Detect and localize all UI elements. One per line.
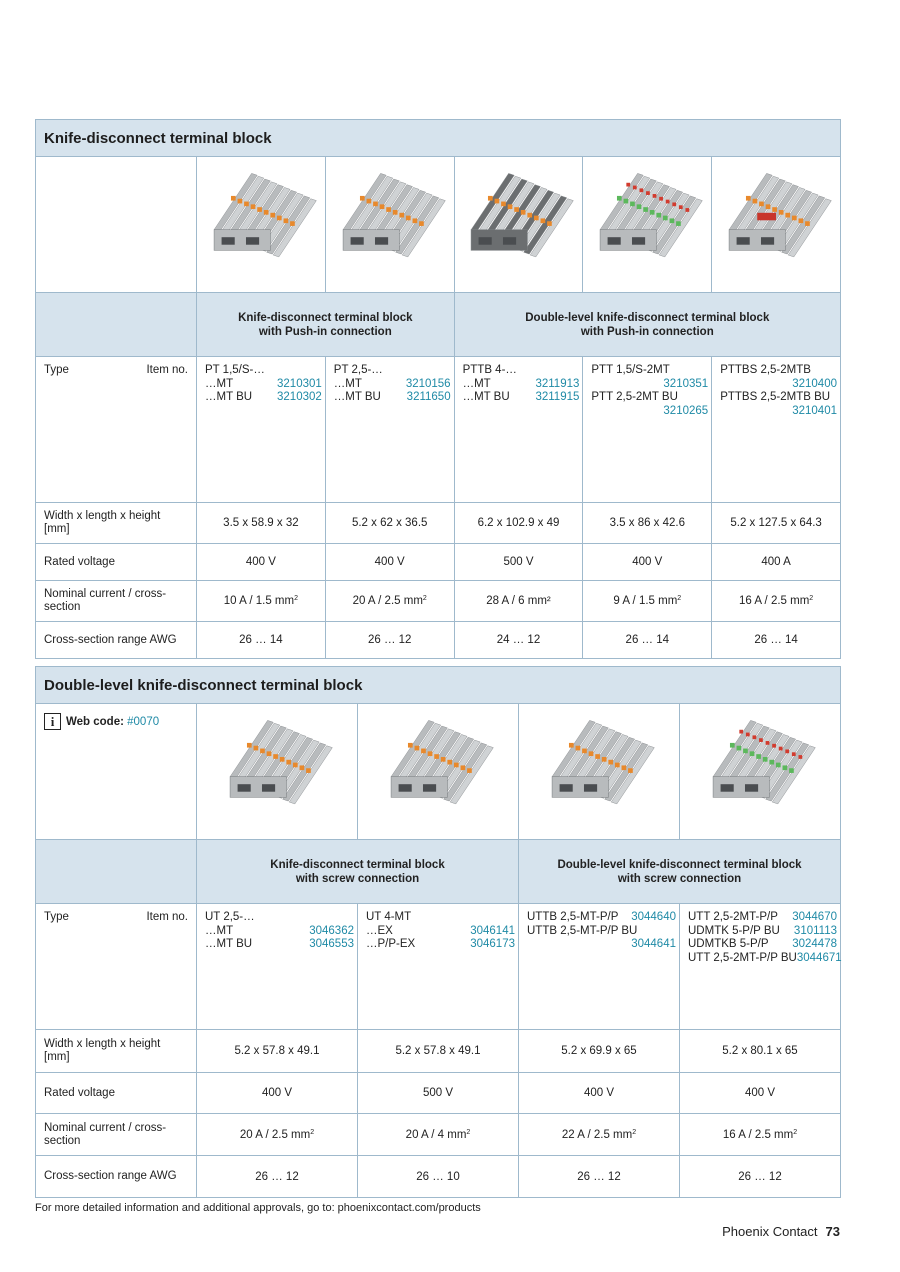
type-designation: …P/P-EX <box>366 938 416 950</box>
spec-value: 400 V <box>680 1073 841 1114</box>
spec-value: 26 … 14 <box>712 622 841 659</box>
spec-value: 5.2 x 69.9 x 65 <box>519 1030 680 1073</box>
type-line <box>688 911 837 925</box>
family-heading: Knife-disconnect terminal block with Push-in connection <box>197 293 455 357</box>
type-line <box>366 925 515 939</box>
spec-row-awg <box>36 1156 841 1198</box>
type-designation: UTTB 2,5-MT-P/P <box>527 911 619 923</box>
spec-row-nominal-current <box>36 581 841 622</box>
section-double-level <box>35 666 841 1198</box>
section-title: Knife-disconnect terminal block <box>36 120 841 157</box>
product-type-cell <box>680 904 841 1030</box>
spec-row-awg <box>36 622 841 659</box>
spec-label: Width x length x height [mm] <box>36 503 197 544</box>
type-designation: PTTBS 2,5-2MTB <box>720 364 811 376</box>
type-line <box>688 938 837 952</box>
type-designation: PT 2,5-… <box>333 364 383 376</box>
type-designation: UDMTKB 5-P/P <box>688 938 769 950</box>
spec-value: 5.2 x 62 x 36.5 <box>325 503 454 544</box>
type-line <box>720 405 837 419</box>
spec-value: 26 … 12 <box>325 622 454 659</box>
spec-row-rated-voltage <box>36 1073 841 1114</box>
item-number-link[interactable]: 3211913 <box>535 377 580 390</box>
type-designation: …MT <box>462 377 491 390</box>
product-type-cell <box>197 357 326 503</box>
type-line <box>688 951 842 966</box>
spec-value: 26 … 12 <box>680 1156 841 1198</box>
item-number-link[interactable]: 3210351 <box>663 377 709 390</box>
type-designation: PTTB 4-… <box>462 364 517 376</box>
type-line <box>205 911 354 925</box>
item-number-link[interactable]: 3210301 <box>277 377 322 390</box>
type-designation: …MT BU <box>333 391 381 403</box>
spec-value: 5.2 x 80.1 x 65 <box>680 1030 841 1073</box>
type-designation: UTT 2,5-2MT-P/P BU <box>688 951 797 964</box>
type-designation: PT 1,5/S-… <box>205 364 265 376</box>
type-line <box>688 925 837 939</box>
spec-row-nominal-current <box>36 1114 841 1156</box>
item-number-link[interactable]: 3044671 <box>796 951 842 964</box>
type-designation: UTT 2,5-2MT-P/P <box>688 911 778 923</box>
type-designation: UT 2,5-… <box>205 911 255 923</box>
spec-label: Cross-section range AWG <box>36 622 197 659</box>
spec-value: 500 V <box>358 1073 519 1114</box>
spec-label: Width x length x height [mm] <box>36 1030 197 1073</box>
family-heading: Double-level knife-disconnect terminal block with screw connection <box>519 840 841 904</box>
spec-value: 5.2 x 127.5 x 64.3 <box>712 503 841 544</box>
item-number-link[interactable]: 3046553 <box>309 938 354 950</box>
type-line <box>205 364 322 378</box>
product-image <box>454 157 583 293</box>
spec-row-dimensions <box>36 503 841 544</box>
type-line <box>366 911 515 925</box>
type-line <box>463 378 580 392</box>
web-code-cell <box>36 704 197 840</box>
product-type-cell <box>519 904 680 1030</box>
type-line <box>720 364 837 378</box>
item-no-label: Item no. <box>146 364 188 376</box>
page-number: 73 <box>825 1224 840 1239</box>
spec-value: 5.2 x 57.8 x 49.1 <box>197 1030 358 1073</box>
product-image <box>680 704 841 840</box>
footer-brand <box>722 1224 840 1239</box>
item-number-link[interactable]: 3101113 <box>793 924 837 937</box>
type-designation: UDMTK 5-P/P BU <box>688 924 780 937</box>
product-type-cell <box>583 357 712 503</box>
item-number-link[interactable]: 3210401 <box>792 404 837 417</box>
spec-value: 400 A <box>712 544 841 581</box>
terminal-block-illustration <box>202 164 320 286</box>
product-type-cell <box>712 357 841 503</box>
terminal-block-illustration <box>701 711 819 833</box>
spec-value: 20 A / 2.5 $mm^2$ <box>325 581 454 622</box>
type-designation: …MT <box>333 377 362 390</box>
info-icon: i <box>44 713 61 730</box>
product-image <box>197 704 358 840</box>
spec-value: 22 A / 2.5 $mm^2$ <box>519 1114 680 1156</box>
section-title: Double-level knife-disconnect terminal block <box>36 667 841 704</box>
spec-value: 28 A / 6 mm² <box>454 581 583 622</box>
terminal-block-illustration <box>459 164 577 286</box>
family-heading: Double-level knife-disconnect terminal block with Push-in connection <box>454 293 840 357</box>
type-line <box>591 364 708 378</box>
spec-value: 16 A / 2.5 $mm^2$ <box>680 1114 841 1156</box>
spec-label: Rated voltage <box>36 544 197 581</box>
type-label-cell <box>36 357 197 503</box>
item-number-link[interactable]: 3210302 <box>277 391 322 403</box>
type-line <box>334 378 451 392</box>
type-line <box>527 925 676 939</box>
web-code-label: Web code: <box>66 715 124 728</box>
spec-label: Nominal current / cross-section <box>36 581 197 622</box>
type-line <box>205 391 322 405</box>
family-cell-empty <box>36 293 197 357</box>
item-no-label: Item no. <box>146 911 188 923</box>
section-knife-disconnect <box>35 119 841 659</box>
type-line <box>527 938 676 952</box>
type-line <box>527 911 676 925</box>
type-designation: …MT <box>205 924 234 937</box>
product-type-cell <box>358 904 519 1030</box>
spec-value: 26 … 12 <box>519 1156 680 1198</box>
type-line <box>591 391 708 405</box>
spec-value: 400 V <box>519 1073 680 1114</box>
type-line <box>720 378 837 392</box>
type-designation: …EX <box>366 924 393 937</box>
spec-value: 10 A / 1.5 $mm^2$ <box>197 581 326 622</box>
spec-value: 26 … 12 <box>197 1156 358 1198</box>
type-designation: UTTB 2,5-MT-P/P BU <box>527 924 638 937</box>
type-designation: PTT 2,5-2MT BU <box>591 391 678 403</box>
spec-value: 400 V <box>197 544 326 581</box>
spec-value: 500 V <box>454 544 583 581</box>
spec-value: 3.5 x 86 x 42.6 <box>583 503 712 544</box>
product-type-cell <box>197 904 358 1030</box>
type-designation: …MT BU <box>205 391 253 403</box>
product-image <box>197 157 326 293</box>
spec-value: 24 … 12 <box>454 622 583 659</box>
type-label: Type <box>44 364 69 376</box>
product-image <box>712 157 841 293</box>
terminal-block-illustration <box>218 711 336 833</box>
item-number-link[interactable]: 3046362 <box>309 924 354 937</box>
type-line <box>334 364 451 378</box>
item-number-link[interactable]: 3044640 <box>631 911 676 923</box>
product-image <box>583 157 712 293</box>
type-line <box>720 391 837 405</box>
type-line <box>591 405 708 419</box>
spec-value: 26 … 10 <box>358 1156 519 1198</box>
spec-value: 26 … 14 <box>583 622 712 659</box>
spec-value: 20 A / 2.5 $mm^2$ <box>197 1114 358 1156</box>
type-line <box>463 364 580 378</box>
type-line <box>334 391 451 405</box>
type-label-cell <box>36 904 197 1030</box>
item-number-link[interactable]: 3044641 <box>631 938 676 950</box>
product-image <box>519 704 680 840</box>
type-designation: UT 4-MT <box>366 911 412 923</box>
spec-row-dimensions <box>36 1030 841 1073</box>
terminal-block-illustration <box>379 711 497 833</box>
terminal-block-illustration <box>540 711 658 833</box>
item-number-link[interactable]: 3044670 <box>792 911 837 923</box>
type-designation: PTT 1,5/S-2MT <box>591 364 670 376</box>
image-cell-empty <box>36 157 197 293</box>
spec-value: 400 V <box>583 544 712 581</box>
spec-value: 400 V <box>197 1073 358 1114</box>
spec-row-rated-voltage <box>36 544 841 581</box>
terminal-block-illustration <box>588 164 706 286</box>
spec-value: 400 V <box>325 544 454 581</box>
item-number-link[interactable]: 3211650 <box>406 391 451 403</box>
spec-label: Cross-section range AWG <box>36 1156 197 1198</box>
terminal-block-illustration <box>717 164 835 286</box>
footer-note: For more detailed information and additional approvals, go to: phoenixcontact.com/products <box>35 1202 481 1214</box>
type-designation: …MT <box>205 377 234 390</box>
family-cell-empty <box>36 840 197 904</box>
spec-value: 20 A / 4 $mm^2$ <box>358 1114 519 1156</box>
spec-value: 5.2 x 57.8 x 49.1 <box>358 1030 519 1073</box>
item-number-link[interactable]: 3210156 <box>405 377 451 390</box>
spec-label: Rated voltage <box>36 1073 197 1114</box>
item-number-link[interactable]: 3211915 <box>535 391 580 403</box>
type-line <box>205 378 322 392</box>
web-code-link[interactable]: #0070 <box>127 715 160 728</box>
product-image <box>325 157 454 293</box>
product-type-cell <box>454 357 583 503</box>
brand-name: Phoenix Contact <box>722 1224 818 1239</box>
type-designation: PTTBS 2,5-2MTB BU <box>720 391 831 403</box>
spec-label: Nominal current / cross-section <box>36 1114 197 1156</box>
type-designation: …MT BU <box>462 391 510 403</box>
spec-value: 6.2 x 102.9 x 49 <box>454 503 583 544</box>
spec-value: 16 A / 2.5 $mm^2$ <box>712 581 841 622</box>
item-number-link[interactable]: 3210265 <box>663 404 709 417</box>
type-line <box>205 938 354 952</box>
item-number-link[interactable]: 3024478 <box>792 938 837 950</box>
product-type-cell <box>325 357 454 503</box>
item-number-link[interactable]: 3210400 <box>792 377 837 390</box>
spec-value: 3.5 x 58.9 x 32 <box>197 503 326 544</box>
type-label: Type <box>44 911 69 923</box>
spec-value: 26 … 14 <box>197 622 326 659</box>
terminal-block-illustration <box>331 164 449 286</box>
product-image <box>358 704 519 840</box>
type-line <box>463 391 580 405</box>
item-number-link[interactable]: 3046173 <box>470 938 515 950</box>
type-line <box>366 938 515 952</box>
type-designation: …MT BU <box>205 938 253 950</box>
spec-value: 9 A / 1.5 $mm^2$ <box>583 581 712 622</box>
type-line <box>205 925 354 939</box>
item-number-link[interactable]: 3046141 <box>470 924 515 937</box>
type-line <box>591 378 708 392</box>
family-heading: Knife-disconnect terminal block with screw connection <box>197 840 519 904</box>
